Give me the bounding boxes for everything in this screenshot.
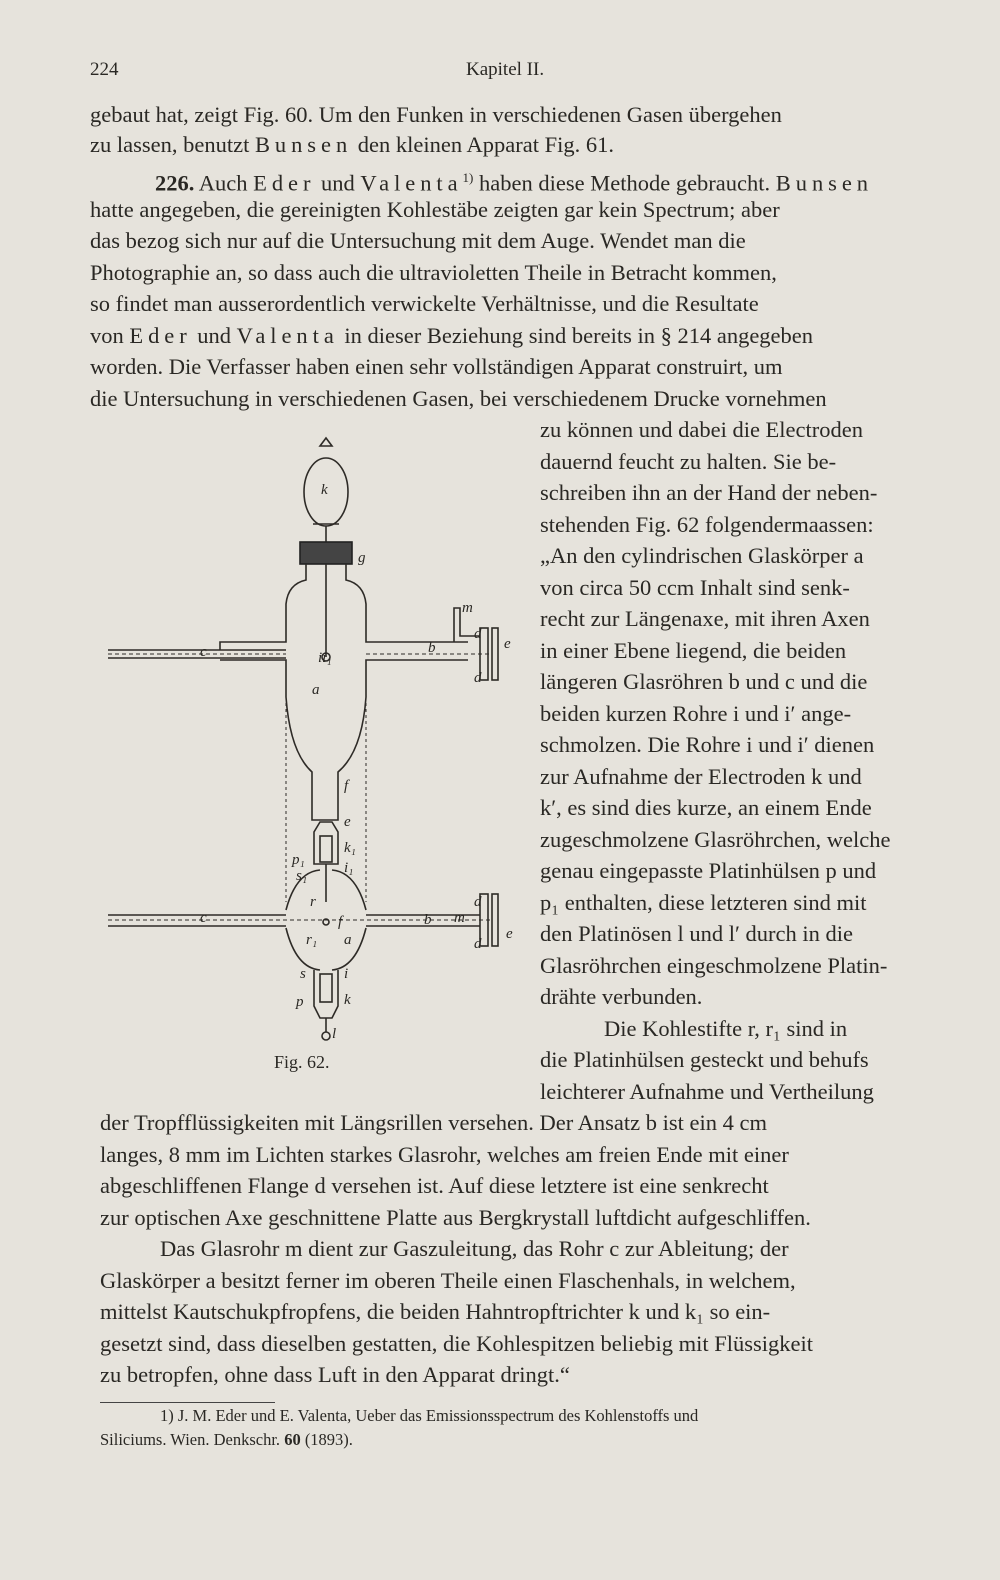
section-226-first-line: 226. Auch Eder und Valenta$^{1)}$ haben diese Methode gebraucht. Bunsen (155, 170, 873, 196)
body-line: das bezog sich nur auf die Untersuchung mit dem Auge. Wendet man die (90, 228, 746, 253)
column-line: in einer Ebene liegend, die beiden (540, 638, 847, 663)
running-title: Kapitel II. (466, 59, 545, 80)
body-line: so findet man ausserordentlich verwickelte Verhältnisse, und die Resultate (90, 291, 759, 316)
label-f-upper: f (344, 778, 349, 794)
platinum-eye-l (322, 1032, 330, 1040)
label-s: s (300, 966, 306, 982)
footnote-volume: 60 (284, 1430, 301, 1449)
column-line: dauernd feucht zu halten. Sie be- (540, 449, 837, 474)
body-line: hatte angegeben, die gereinigten Kohlestäbe zeigten gar kein Spectrum; aber (90, 197, 780, 222)
body-line: Photographie an, so dass auch die ultravioletten Theile in Betracht kommen, (90, 260, 777, 285)
column-line: die Platinhülsen gesteckt und behufs (540, 1047, 869, 1072)
figure-caption: Fig. 62. (274, 1052, 330, 1072)
figure-62 (100, 432, 532, 1092)
label-f-lower: f (338, 914, 343, 930)
label-p: p (296, 994, 304, 1010)
column-line: recht zur Längenaxe, mit ihren Axen (540, 606, 870, 631)
column-line: genau eingepasste Platinhülsen p und (540, 858, 877, 883)
label-d-lower-top: d (474, 894, 482, 910)
label-k-lower: k (344, 992, 351, 1008)
column-line: von circa 50 ccm Inhalt sind senk- (540, 575, 850, 600)
vessel-a-upper (220, 564, 468, 650)
body-line: gesetzt sind, dass dieselben gestatten, die Kohlespitzen beliebig mit Flüssigkeit (100, 1331, 813, 1356)
label-m: m (462, 600, 473, 616)
body-line: langes, 8 mm im Lichten starkes Glasrohr, welches am freien Ende mit einer (100, 1142, 789, 1167)
page-number: 224 (90, 59, 119, 80)
label-b-upper: b (428, 640, 436, 656)
body-line: zu betropfen, ohne dass Luft in den Apparat dringt.“ (100, 1362, 570, 1387)
column-line: beiden kurzen Rohre i und i′ ange- (540, 701, 852, 726)
column-line: k′, es sind dies kurze, an einem Ende (540, 795, 872, 820)
label-d-lower-bottom: d (474, 936, 482, 952)
column-line: leichterer Aufnahme und Vertheilung (540, 1079, 874, 1104)
label-a-lower: a (344, 932, 352, 948)
label-d-bottom: d (474, 670, 482, 686)
body-line: von Eder und Valenta in dieser Beziehung sind bereits in § 214 angegeben (90, 323, 814, 348)
column-line: zu können und dabei die Electroden (540, 417, 864, 442)
label-s1: s₁ (296, 868, 308, 884)
column-line: Die Kohlestifte r, r₁ sind in (604, 1016, 848, 1041)
body-line: die Untersuchung in verschiedenen Gasen, bei verschiedenem Drucke vornehmen (90, 386, 827, 411)
label-p1: p₁ (292, 852, 305, 868)
label-e-small: e (344, 814, 351, 830)
label-e-upper: e (504, 636, 511, 652)
label-i1: i₁ (344, 860, 354, 876)
label-k: k (321, 482, 328, 498)
apparatus-drawing (100, 432, 532, 1072)
footnote-line-2: Siliciums. Wien. Denkschr. 60 (1893). (100, 1430, 353, 1449)
label-r: r (310, 894, 316, 910)
electrode-k1-upper (314, 822, 338, 864)
body-line: worden. Die Verfasser haben einen sehr vollständigen Apparat construirt, um (90, 354, 783, 379)
label-l: l (332, 1026, 337, 1042)
column-line: „An den cylindrischen Glaskörper a (540, 543, 864, 568)
label-c-upper: c (200, 644, 207, 660)
label-i: i (344, 966, 349, 982)
label-r1: r₁ (306, 932, 318, 948)
column-line: Glasröhrchen eingeschmolzene Platin- (540, 953, 888, 978)
label-b-lower: b (424, 912, 432, 928)
column-line: drähte verbunden. (540, 984, 703, 1009)
body-line-2: zu lassen, benutzt Bunsen den kleinen Apparat Fig. 61. (90, 132, 614, 157)
label-a-upper: a (312, 682, 320, 698)
section-number: 226. (155, 170, 195, 196)
column-line: zugeschmolzene Glasröhrchen, welche (540, 827, 891, 852)
label-g: g (358, 550, 366, 566)
body-line: zur optischen Axe geschnittene Platte aus Bergkrystall luftdicht aufgeschliffen. (100, 1205, 811, 1230)
label-ii1: ii₁ (318, 650, 332, 666)
body-line: abgeschliffenen Flange d versehen ist. Auf diese letztere ist eine senkrecht (100, 1173, 769, 1198)
label-k1: k₁ (344, 840, 356, 856)
body-line-1: gebaut hat, zeigt Fig. 60. Um den Funken in verschiedenen Gasen übergehen (90, 102, 782, 127)
plate-e-upper (492, 628, 498, 680)
label-m-lower: m (454, 910, 465, 926)
footnote-ref: 1) (462, 170, 474, 185)
label-e-lower: e (506, 926, 513, 942)
column-line: längeren Glasröhren b und c und die (540, 669, 868, 694)
column-line: schmolzen. Die Rohre i und i′ dienen (540, 732, 875, 757)
funnel-k-top (320, 438, 332, 446)
body-line: der Tropfflüssigkeiten mit Längsrillen versehen. Der Ansatz b ist ein 4 cm (100, 1110, 767, 1135)
column-line: p₁ enthalten, diese letzteren sind mit (540, 890, 867, 915)
column-line: den Platinösen l und l′ durch in die (540, 921, 854, 946)
stopper-g (300, 542, 352, 564)
label-d-top: d (474, 626, 482, 642)
body-line: Das Glasrohr m dient zur Gaszuleitung, das Rohr c zur Ableitung; der (160, 1236, 789, 1261)
body-line: Glaskörper a besitzt ferner im oberen Theile einen Flaschenhals, in welchem, (100, 1268, 796, 1293)
footnote-line-1: 1) J. M. Eder und E. Valenta, Ueber das Emissionsspectrum des Kohlenstoffs und (160, 1406, 699, 1425)
column-line: zur Aufnahme der Electroden k und (540, 764, 862, 789)
plate-e-lower (492, 894, 498, 946)
electrode-k-lower (314, 970, 338, 1018)
column-line: stehenden Fig. 62 folgendermaassen: (540, 512, 874, 537)
body-line: mittelst Kautschukpfropfens, die beiden Hahntropftrichter k und k₁ so ein- (100, 1299, 771, 1324)
author-name-bunsen: Bunsen (254, 132, 353, 157)
footnote-rule (100, 1402, 275, 1403)
label-c-lower: c (200, 910, 207, 926)
column-line: schreiben ihn an der Hand der neben- (540, 480, 878, 505)
